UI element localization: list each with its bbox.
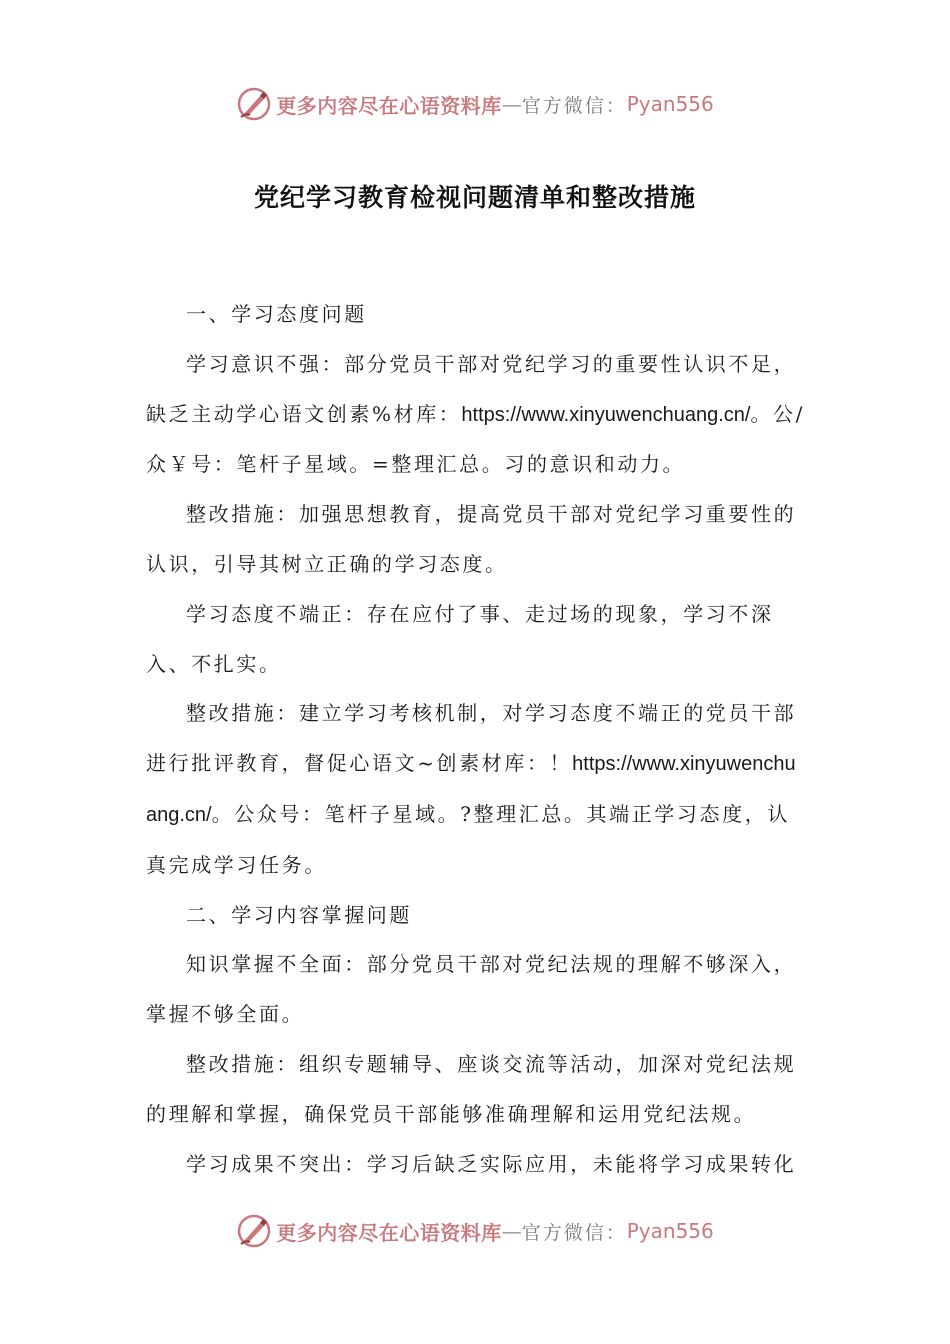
paragraph-2: 整改措施：加强思想教育，提高党员干部对党纪学习重要性的认识，引导其树立正确的学习态度。 [146,502,797,576]
paragraph-7: 学习成果不突出：学习后缺乏实际应用，未能将学习成果转化 [186,1151,797,1176]
paragraph-4 [146,689,806,890]
paragraph-4-text-b: 。公众号：笔杆子星域。?整理汇总。其端正学习态度，认真完成学习任务。 [146,801,790,877]
header-wechat-label: 官方微信： [521,94,627,117]
paragraph-3: 学习态度不端正：存在应付了事、走过场的现象，学习不深入、不扎实。 [146,601,774,676]
document-body [146,290,806,1189]
footer-brand-text: 更多内容尽在心语资料库 [276,1220,502,1245]
header-banner [0,84,950,124]
header-separator: — [501,92,522,116]
section-heading-2: 二、学习内容掌握问题 [186,902,412,927]
paragraph-4-text-a: 整改措施：建立学习考核机制，对学习态度不端正的党员干部进行批评教育，督促心语文~创素材库：！ [146,701,797,776]
footer-banner [0,1211,950,1251]
header-wechat-id: Pyan556 [626,92,714,116]
section-heading-1: 一、学习态度问题 [186,302,367,326]
header-brand-text: 更多内容尽在心语资料库 [276,93,502,118]
pen-logo-icon [236,86,272,122]
footer-wechat-label: 官方微信： [521,1221,627,1244]
paragraph-1-text-b: 。公/众￥号：笔杆子星域。=整理汇总。习的意识和动力。 [146,401,805,477]
paragraph-1-text-a: 学习意识不强：部分党员干部对党纪学习的重要性认识不足，缺乏主动学心语文创素%材库： [146,351,797,426]
paragraph-1 [146,340,806,490]
paragraph-6: 整改措施：组织专题辅导、座谈交流等活动，加深对党纪法规的理解和掌握，确保党员干部能够准确理解和运用党纪法规。 [146,1051,797,1126]
footer-wechat-id: Pyan556 [626,1219,714,1243]
paragraph-5: 知识掌握不全面：部分党员干部对党纪法规的理解不够深入，掌握不够全面。 [146,952,797,1027]
paragraph-4-url: https://www.xinyuwenchuang.cn/ [146,753,796,826]
footer-separator: — [501,1219,522,1243]
document-title: 党纪学习教育检视问题清单和整改措施 [253,183,696,212]
pen-logo-icon [236,1213,272,1249]
paragraph-1-url: https://www.xinyuwenchuang.cn/ [461,403,751,426]
